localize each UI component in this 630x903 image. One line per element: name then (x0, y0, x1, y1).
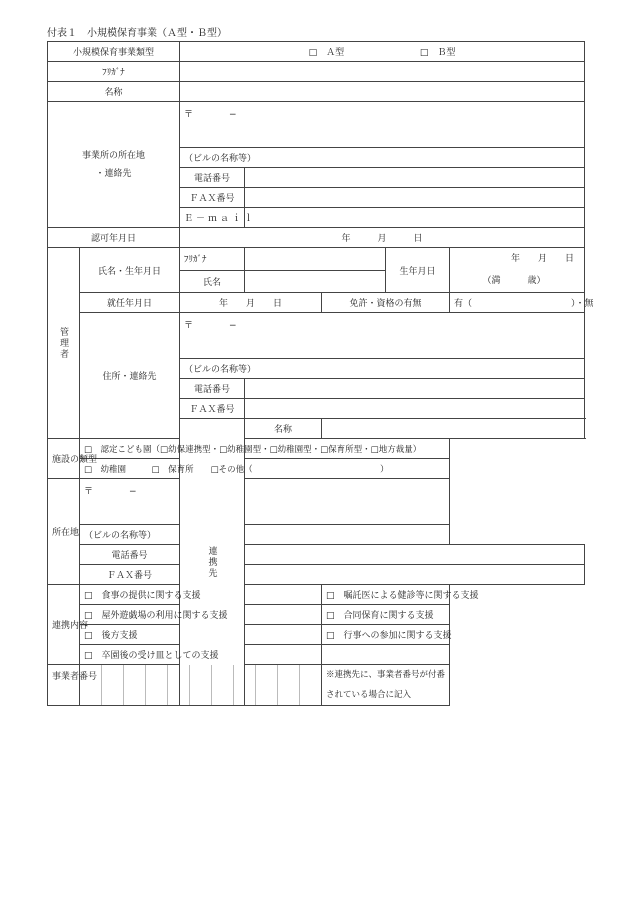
content-item[interactable]: □ 行事への参加に関する支援 (322, 625, 450, 645)
partner-location-label: 所在地 (48, 479, 80, 585)
address-email-label: Ｅ－ｍａｉｌ (180, 208, 245, 228)
manager-phone-label: 電話番号 (180, 379, 245, 399)
content-item[interactable]: □ 屋外遊戯場の利用に関する支援 (80, 605, 322, 625)
address-email-field[interactable] (245, 208, 585, 228)
partner-fax-label: ＦＡＸ番号 (80, 565, 180, 585)
manager-appointment-date[interactable]: 年 月 日 (180, 293, 322, 313)
manager-furigana-field[interactable] (245, 248, 386, 271)
partner-type-line1[interactable]: □ 認定こども園（□幼保連携型・□幼稚園型・□幼稚園型・□保育所型・□地方裁量） (80, 439, 450, 459)
partner-number-label: 事業者番号 (48, 665, 80, 706)
content-item[interactable]: □ 合同保育に関する支援 (322, 605, 450, 625)
partner-phone-field[interactable] (245, 545, 585, 565)
name-field[interactable] (180, 82, 585, 102)
manager-license-label: 免許・資格の有無 (322, 293, 450, 313)
content-item[interactable]: □ 後方支援 (80, 625, 322, 645)
partner-name-field[interactable] (322, 419, 585, 439)
manager-fax-field[interactable] (245, 399, 585, 419)
address-label: 事業所の所在地 ・連絡先 (48, 102, 180, 228)
approval-date[interactable]: 年 月 日 (180, 228, 585, 248)
manager-birth-date: 年 月 日 (511, 254, 575, 264)
manager-name-birth-label: 氏名・生年月日 (80, 248, 180, 293)
partner-number-note: ※連携先に、事業者番号が付番されている場合に記入 (322, 665, 450, 706)
manager-birth-field[interactable] (450, 248, 585, 293)
manager-address-label: 住所・連絡先 (80, 313, 180, 439)
address-phone-field[interactable] (245, 168, 585, 188)
manager-building[interactable]: （ビルの名称等） (180, 359, 585, 379)
content-item[interactable]: □ 食事の提供に関する支援 (80, 585, 322, 605)
manager-name-label: 氏名 (180, 270, 245, 293)
content-item[interactable]: □ 嘱託医による健診等に関する支援 (322, 585, 450, 605)
content-item-empty (322, 645, 450, 665)
partner-phone-label: 電話番号 (80, 545, 180, 565)
address-fax-field[interactable] (245, 188, 585, 208)
partner-number-field[interactable] (80, 665, 322, 706)
number-digit-boxes[interactable] (80, 665, 321, 705)
manager-license-field[interactable]: 有（ ）・無 (450, 293, 585, 313)
manager-furigana-label: ﾌﾘｶﾞﾅ (180, 248, 245, 271)
partner-postal[interactable]: 〒 − (80, 479, 450, 525)
manager-phone-field[interactable] (245, 379, 585, 399)
option-a-checkbox[interactable]: □ Ａ型 (308, 48, 345, 58)
manager-birth-label: 生年月日 (386, 248, 450, 293)
manager-appointment-label: 就任年月日 (80, 293, 180, 313)
manager-fax-label: ＦＡＸ番号 (180, 399, 245, 419)
partner-type-line2[interactable]: □ 幼稚園 □ 保育所 □その他（ ） (80, 459, 450, 479)
form-title: 付表１ 小規模保育事業（Ａ型・Ｂ型） (47, 28, 227, 39)
address-building[interactable]: （ビルの名称等） (180, 148, 585, 168)
address-phone-label: 電話番号 (180, 168, 245, 188)
partner-name-label: 名称 (245, 419, 322, 439)
partner-type-label: 施設の類型 (48, 439, 80, 479)
name-label: 名称 (48, 82, 180, 102)
manager-postal[interactable]: 〒 − (180, 313, 585, 359)
address-postal[interactable]: 〒 − (180, 102, 585, 148)
content-item[interactable]: □ 卒園後の受け皿としての支援 (80, 645, 322, 665)
furigana-field[interactable] (180, 62, 585, 82)
option-b-checkbox[interactable]: □ Ｂ型 (419, 48, 456, 58)
approval-label: 認可年月日 (48, 228, 180, 248)
partner-building[interactable]: （ビルの名称等） (80, 525, 450, 545)
address-fax-label: ＦＡＸ番号 (180, 188, 245, 208)
manager-age: （満 歳） (482, 276, 546, 286)
application-form-table (47, 41, 594, 706)
type-options[interactable] (180, 42, 585, 62)
partner-content-label: 連携内容 (48, 585, 80, 665)
partner-section-label: 連携先 (180, 419, 245, 706)
type-label: 小規模保育事業類型 (48, 42, 180, 62)
manager-name-field[interactable] (245, 270, 386, 293)
partner-fax-field[interactable] (245, 565, 585, 585)
furigana-label: ﾌﾘｶﾞﾅ (48, 62, 180, 82)
manager-section-label: 管理者 (48, 248, 80, 439)
